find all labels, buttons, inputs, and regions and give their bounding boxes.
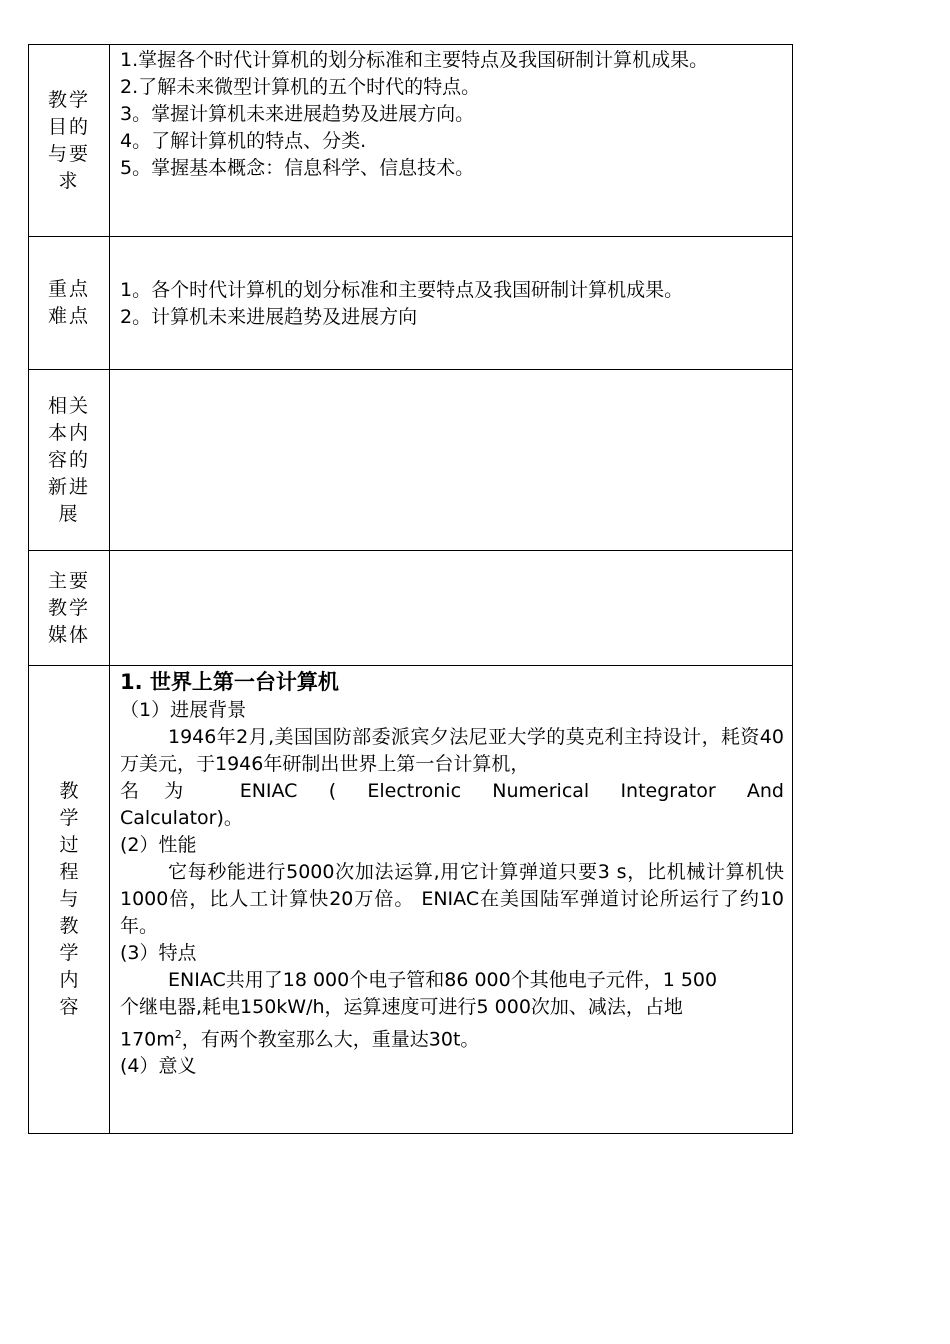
row-progress (29, 370, 793, 551)
label-cell (29, 237, 110, 370)
lesson-plan-table (28, 44, 793, 1134)
label-cell (29, 551, 110, 666)
objective-item: 1.掌握各个时代计算机的划分标准和主要特点及我国研制计算机成果。 (120, 49, 709, 71)
objective-item: 2.了解未来微型计算机的五个时代的特点。 (120, 76, 481, 98)
label-cell (29, 45, 110, 237)
superscript: 2 (174, 1028, 182, 1041)
subsection-title: （1）进展背景 (120, 699, 247, 721)
key-point-item: 1。各个时代计算机的划分标准和主要特点及我国研制计算机成果。 (120, 279, 684, 301)
label-cell (29, 370, 110, 551)
process-content (110, 666, 793, 1134)
paragraph: 个继电器,耗电150kW/h，运算速度可进行5 000次加、减法，占地 (120, 996, 683, 1018)
label-cell (29, 666, 110, 1134)
objective-item: 5。掌握基本概念：信息科学、信息技术。 (120, 157, 475, 179)
subsection-title: (3）特点 (120, 942, 197, 964)
key-point-item: 2。计算机未来进展趋势及进展方向 (120, 306, 418, 328)
subsection-title: (2）性能 (120, 834, 197, 856)
objective-item: 4。了解计算机的特点、分类. (120, 130, 367, 152)
objective-item: 3。掌握计算机未来进展趋势及进展方向。 (120, 103, 475, 125)
row-label-process: 教学过程与教学内容 (59, 780, 79, 1018)
media-content (110, 551, 793, 666)
row-label-progress: 相关本内容的新进展 (47, 394, 90, 525)
paragraph (120, 1021, 784, 1053)
paragraph-text: ，有两个教室那么大，重量达30t。 (181, 1028, 480, 1051)
area-value: 170m (120, 1028, 175, 1051)
subsection-title: (4）意义 (120, 1055, 197, 1078)
key-points-content (110, 237, 793, 370)
progress-content (110, 370, 793, 551)
row-process (29, 666, 793, 1134)
objectives-content (110, 45, 793, 237)
paragraph: ENIAC共用了18 000个电子管和86 000个其他电子元件，1 500 (168, 969, 718, 991)
row-label-key-points: 重点难点 (47, 278, 90, 327)
row-label-objectives: 教学目的与要求 (47, 88, 90, 192)
paragraph: Calculator)。 (120, 807, 243, 829)
paragraph: 1946年2月,美国国防部委派宾夕法尼亚大学的莫克利主持设计，耗资40万美元，于1946年研制出世界上第一台计算机， (120, 726, 784, 775)
row-media (29, 551, 793, 666)
row-label-media: 主要教学媒体 (47, 569, 90, 646)
paragraph: 名为 ENIAC ( Electronic Numerical Integrator And (120, 780, 784, 802)
section-heading: 1. 世界上第一台计算机 (120, 670, 339, 694)
row-key-points (29, 237, 793, 370)
row-objectives (29, 45, 793, 237)
paragraph: 它每秒能进行5000次加法运算,用它计算弹道只要3 s，比机械计算机快1000倍，比人工计算快20万倍。 ENIAC在美国陆军弹道讨论所运行了约10年。 (120, 861, 784, 937)
